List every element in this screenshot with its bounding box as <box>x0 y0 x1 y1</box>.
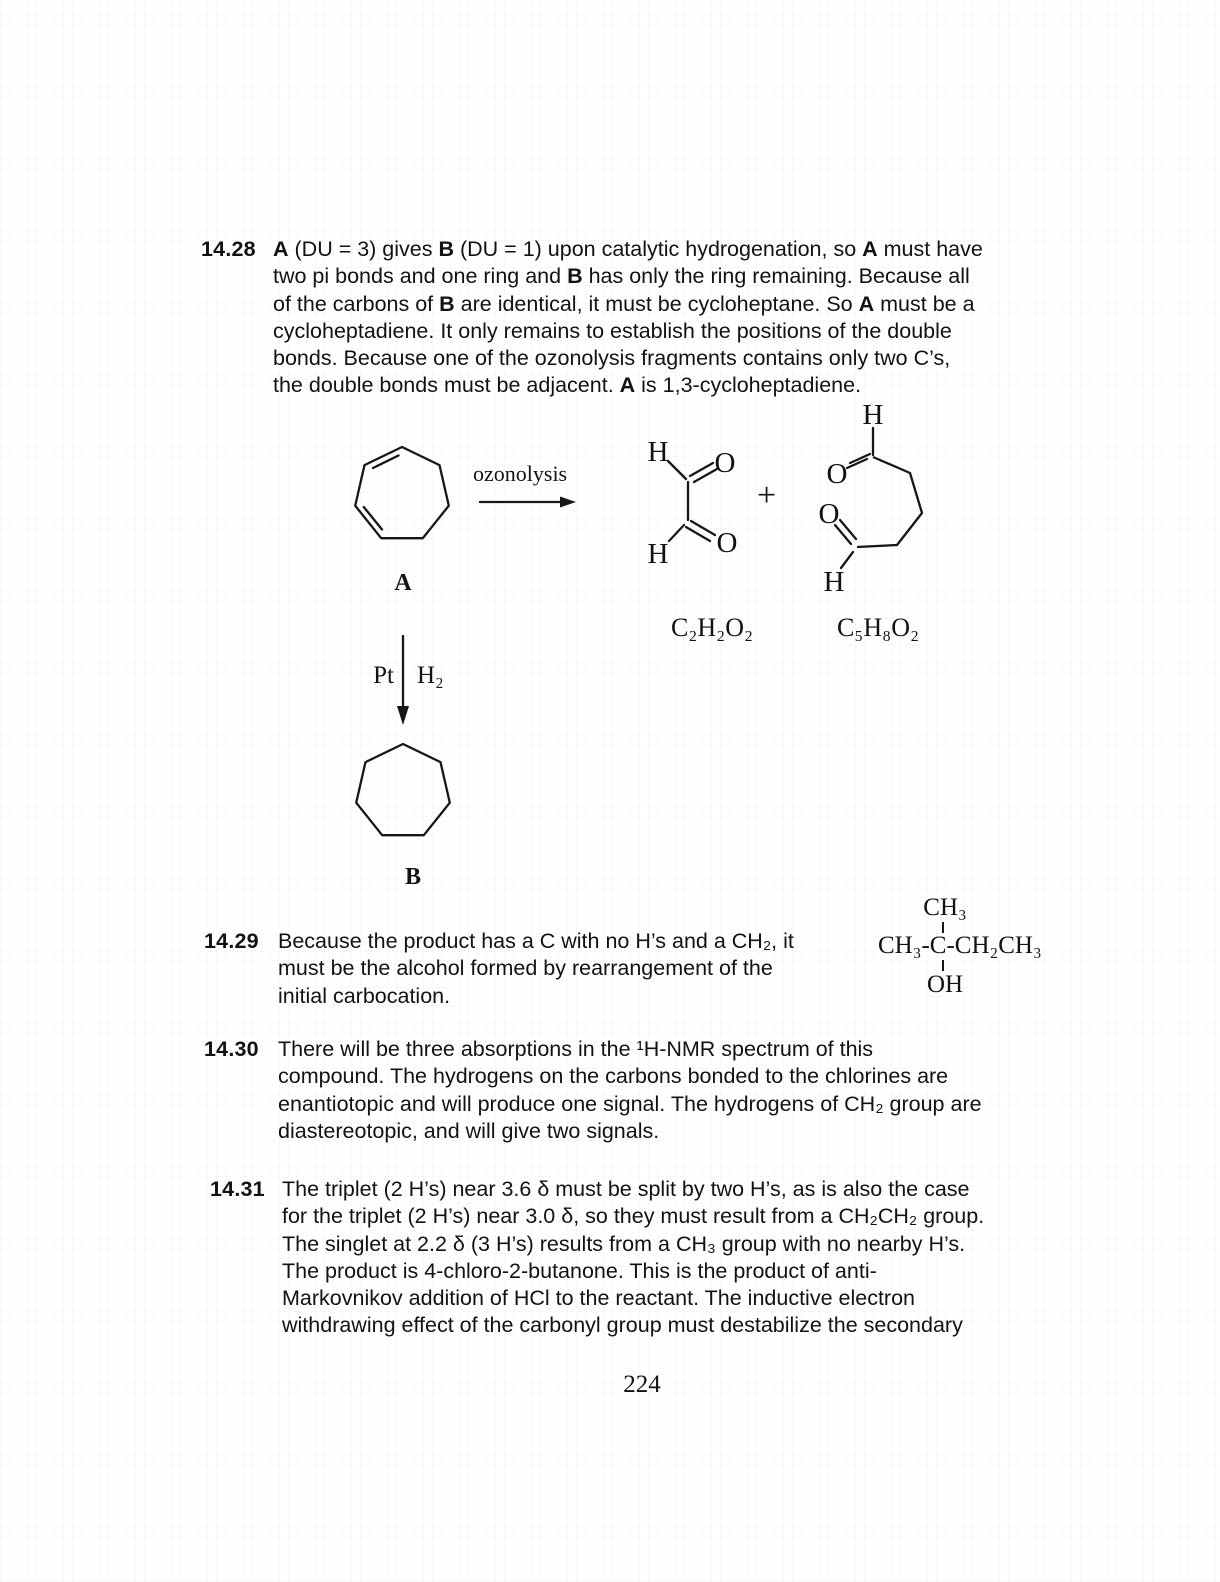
text-line: initial carbocation. <box>278 983 451 1008</box>
atom-h: H <box>862 399 884 431</box>
atom-o: O <box>818 498 840 530</box>
text-line: the double bonds must be adjacent. A is 1,3-cycloheptadiene. <box>273 373 862 398</box>
hydroxyl-label: OH <box>926 971 964 998</box>
text-line: There will be three absorptions in the ¹H-NMR spectrum of this <box>278 1037 874 1061</box>
problem-text-1429 <box>278 928 794 1010</box>
atom-o: O <box>714 447 736 479</box>
text-line: withdrawing effect of the carbonyl group must destabilize the secondary <box>282 1313 963 1338</box>
methyl-top-label: CH₃ <box>923 894 967 921</box>
plus-sign: + <box>757 477 777 514</box>
atom-h: H <box>647 436 669 468</box>
problem-number-1431: 14.31 <box>210 1177 265 1201</box>
atom-o: O <box>826 458 848 490</box>
compound-a-label: A <box>394 570 412 596</box>
problem-text-1430 <box>278 1036 982 1145</box>
text-line: The triplet (2 H’s) near 3.6 δ must be split by two H’s, as is also the case <box>282 1177 970 1201</box>
problem-number-1428: 14.28 <box>201 237 256 261</box>
hydrogen-label: H₂ <box>417 662 444 689</box>
text-line: A (DU = 3) gives B (DU = 1) upon catalytic hydrogenation, so A must have <box>273 237 983 261</box>
cycloheptadiene-structure <box>347 440 457 550</box>
cycloheptane-structure <box>348 737 458 847</box>
backbone-label: CH₃-C-CH₂CH₃ <box>878 932 1042 959</box>
text-line: two pi bonds and one ring and B has only the ring remaining. Because all <box>273 264 970 289</box>
text-line: must be the alcohol formed by rearrangement of the <box>278 956 773 981</box>
problem-number-1430: 14.30 <box>204 1037 259 1061</box>
glyoxal-structure <box>630 430 750 575</box>
compound-b-label: B <box>404 864 421 890</box>
reaction-arrow-down <box>393 634 413 728</box>
atom-h: H <box>647 538 669 570</box>
text-line: of the carbons of B are identical, it must be cycloheptane. So A must be a <box>273 291 975 316</box>
text-line: bonds. Because one of the ozonolysis fragments contains only two C’s, <box>273 346 951 371</box>
text-line: diastereotopic, and will give two signals. <box>278 1118 660 1143</box>
atom-h: H <box>823 566 845 598</box>
pentanedial-formula: C₅H₈O₂ <box>836 613 920 642</box>
catalyst-label: Pt <box>373 662 394 689</box>
text-line: The singlet at 2.2 δ (3 H’s) results from a CH₃ group with no nearby H’s. <box>282 1231 966 1256</box>
text-line: Markovnikov addition of HCl to the reactant. The inductive electron <box>282 1286 915 1311</box>
text-line: enantiotopic and will produce one signal. The hydrogens of CH₂ group are <box>278 1091 982 1116</box>
text-line: Because the product has a C with no H’s and a CH₂, it <box>278 929 794 953</box>
problem-text-1431 <box>282 1176 984 1340</box>
text-line: cycloheptadiene. It only remains to establish the positions of the double <box>273 318 952 343</box>
alcohol-structure <box>875 890 1057 1002</box>
text-line: compound. The hydrogens on the carbons bonded to the chlorines are <box>278 1064 949 1089</box>
bond-vertical <box>942 960 944 971</box>
atom-o: O <box>716 527 738 559</box>
reaction-arrow-right <box>478 493 578 511</box>
pentanedial-structure <box>795 398 940 608</box>
problem-text-1428 <box>273 236 983 400</box>
text-line: The product is 4-chloro-2-butanone. This is the product of anti- <box>282 1258 877 1283</box>
text-line: for the triplet (2 H’s) near 3.0 δ, so they must result from a CH₂CH₂ group. <box>282 1204 985 1229</box>
glyoxal-formula: C₂H₂O₂ <box>670 613 754 642</box>
ozonolysis-label: ozonolysis <box>473 461 568 486</box>
page-number: 224 <box>623 1371 661 1398</box>
problem-number-1429: 14.29 <box>204 929 259 953</box>
